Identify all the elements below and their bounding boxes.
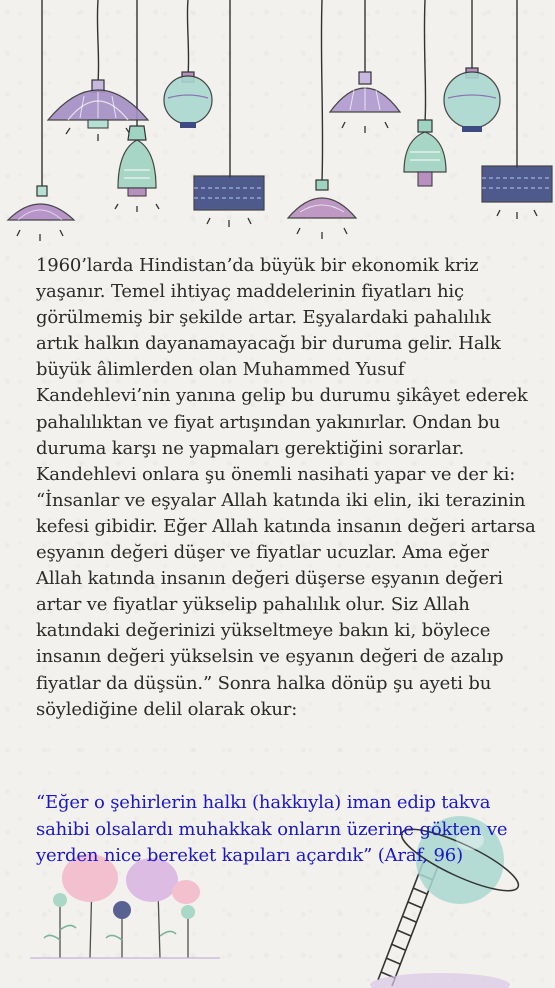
article-body (36, 253, 536, 723)
verse-quote: “Eğer o şehirlerin halkı (hakkıyla) iman edip takva sahibi olsalardı muhakkak onların üzerine gökten ve yerden nice bereket kapıları açardık” (Araf, 96) (36, 792, 508, 866)
article-paragraph: 1960’larda Hindistan’da büyük bir ekonomik kriz yaşanır. Temel ihtiyaç maddelerinin fiyatları hiç görülmemiş bir şekilde artar. Eşyalardaki pahalılık artık halkın dayanamayacağı bir duruma gelir. Halk büyük âlimlerden olan Muhammed Yusuf Kandehlevi’nin yanına gelip bu durumu şikâyet ederek pahalılıktan ve fiyat artışından yakınırlar. Ondan bu duruma karşı ne yapmaları gerektiğini sorarlar. (36, 255, 528, 459)
cotton-candy-trees-icon (30, 854, 220, 958)
article-paragraph: Kandehlevi onlara şu önemli nasihati yapar ve der ki: “İnsanlar ve eşyalar Allah katında iki elin, iki terazinin kefesi gibidir. Eğer Allah katında insanın değeri artarsa eşyanın değeri düşer ve fiyatlar ucuzlar. Ama eğer Allah katında insanın değeri düşerse eşyanın değeri artar ve fiyatlar yükselip pahalılık olur. Siz Allah katındaki değerinizi yükseltmeye bakın ki, böylece insanın değeri yükselsin ve eşyanın değeri de azalıp fiyatlar da düşsün.” Sonra halka dönüp şu ayeti bu söylediğine delil olarak okur: (36, 463, 536, 720)
